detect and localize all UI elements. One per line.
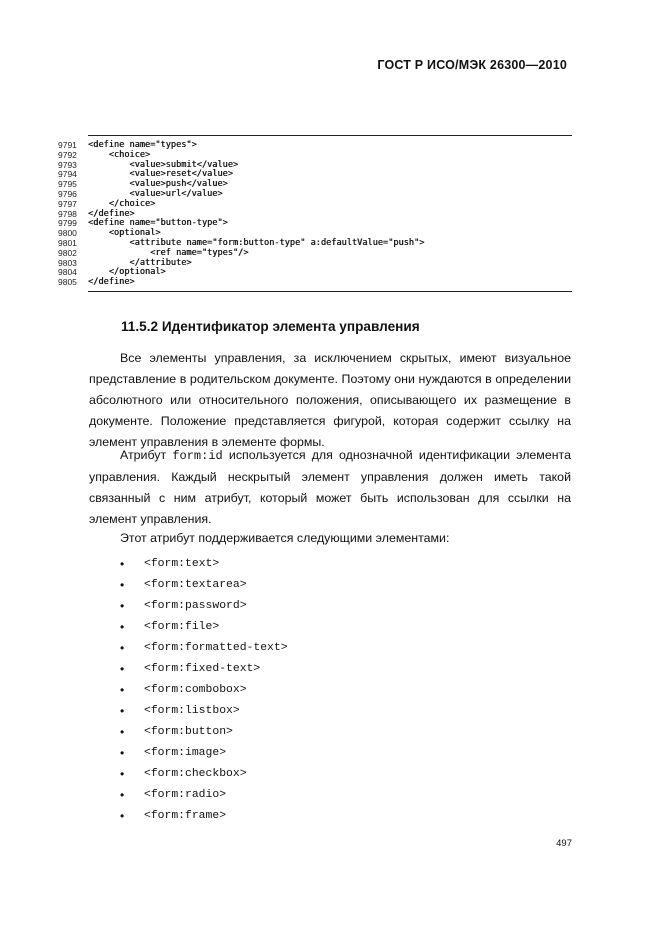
code-text: <ref name="types"/> <box>88 247 249 258</box>
code-bottom-rule <box>88 291 572 292</box>
paragraph-form-id <box>89 445 571 530</box>
code-lines <box>58 141 572 288</box>
list-item <box>120 784 288 805</box>
paragraph-positioning: Все элементы управления, за исключением скрытых, имеют визуальное представление в родительском документе. Поэтому они нуждаются в определении абсолютного или относительного положения, описывающего их размещение в документе. Положение представляется фигурой, которая содержит ссылку на элемент управления в элементе формы. <box>89 351 571 449</box>
line-number: 9791 <box>58 140 77 150</box>
element-name: <form:image> <box>144 746 227 759</box>
code-line <box>58 268 572 278</box>
list-item <box>120 721 288 742</box>
bullet-icon: • <box>120 808 125 823</box>
code-text: <value>reset</value> <box>88 169 233 180</box>
element-name: <form:combobox> <box>144 683 247 696</box>
bullet-icon: • <box>120 661 125 676</box>
element-name: <form:frame> <box>144 809 227 822</box>
bullet-icon: • <box>120 619 125 634</box>
list-item <box>120 679 288 700</box>
list-item <box>120 637 288 658</box>
line-number: 9804 <box>58 267 77 278</box>
code-text: <attribute name="form:button-type" a:defaultValue="push"> <box>88 237 425 248</box>
list-item <box>120 574 288 595</box>
line-number: 9796 <box>58 188 77 199</box>
line-number: 9799 <box>58 218 77 229</box>
list-item <box>120 595 288 616</box>
list-item <box>120 553 288 574</box>
code-text: </optional> <box>88 267 166 278</box>
code-text: </choice> <box>88 198 156 209</box>
line-number: 9802 <box>58 247 77 258</box>
section-title: 11.5.2 Идентификатор элемента управления <box>121 319 420 334</box>
code-text: <define name="button-type"> <box>88 218 228 229</box>
bullet-icon: • <box>120 724 125 739</box>
element-name: <form:password> <box>144 599 247 612</box>
element-name: <form:formatted-text> <box>144 641 288 654</box>
line-number: 9797 <box>58 198 77 209</box>
element-name: <form:file> <box>144 620 220 633</box>
line-number: 9792 <box>58 149 77 160</box>
list-item <box>120 700 288 721</box>
supported-elements-list <box>120 553 288 826</box>
element-name: <form:checkbox> <box>144 767 247 780</box>
bullet-icon: • <box>120 556 125 571</box>
bullet-icon: • <box>120 640 125 655</box>
document-header: ГОСТ Р ИСО/МЭК 26300—2010 <box>377 58 567 72</box>
code-text: <value>push</value> <box>88 179 228 190</box>
bullet-icon: • <box>120 766 125 781</box>
paragraph-form-id-lead: Атрибут <box>120 448 173 462</box>
element-name: <form:radio> <box>144 788 227 801</box>
page-number: 497 <box>556 838 572 849</box>
paragraph-supported-elements: Этот атрибут поддерживается следующими элементами: <box>120 531 450 545</box>
line-number: 9800 <box>58 228 77 239</box>
bullet-icon: • <box>120 745 125 760</box>
code-listing <box>58 135 572 292</box>
element-name: <form:textarea> <box>144 578 247 591</box>
paragraph-form-id-rest: используется для однозначной идентификации элемента управления. Каждый нескрытый элемент управления должен иметь такой связанный с ним атрибут, который может быть использован для ссылки на элемент управления. <box>89 448 571 526</box>
code-text: <choice> <box>88 149 151 160</box>
code-text: <optional> <box>88 228 161 239</box>
line-number: 9805 <box>58 277 77 288</box>
line-number: 9798 <box>58 208 77 219</box>
code-text: <value>submit</value> <box>88 159 239 170</box>
list-item <box>120 742 288 763</box>
line-number: 9801 <box>58 237 77 248</box>
code-line <box>58 200 572 210</box>
element-name: <form:fixed-text> <box>144 662 261 675</box>
code-top-rule <box>88 135 572 136</box>
line-number: 9795 <box>58 179 77 190</box>
code-text: </define> <box>88 277 135 288</box>
code-text: <define name="types"> <box>88 140 197 150</box>
element-name: <form:button> <box>144 725 233 738</box>
bullet-icon: • <box>120 682 125 697</box>
bullet-icon: • <box>120 598 125 613</box>
list-item <box>120 616 288 637</box>
code-text: </define> <box>88 208 135 219</box>
line-number: 9794 <box>58 169 77 180</box>
form-id-attribute: form:id <box>172 449 223 463</box>
element-name: <form:text> <box>144 557 220 570</box>
bullet-icon: • <box>120 787 125 802</box>
list-item <box>120 805 288 826</box>
code-text: <value>url</value> <box>88 188 223 199</box>
list-item <box>120 658 288 679</box>
element-name: <form:listbox> <box>144 704 240 717</box>
line-number: 9793 <box>58 159 77 170</box>
bullet-icon: • <box>120 703 125 718</box>
code-text: </attribute> <box>88 257 192 268</box>
code-line <box>58 278 572 288</box>
list-item <box>120 763 288 784</box>
bullet-icon: • <box>120 577 125 592</box>
line-number: 9803 <box>58 257 77 268</box>
